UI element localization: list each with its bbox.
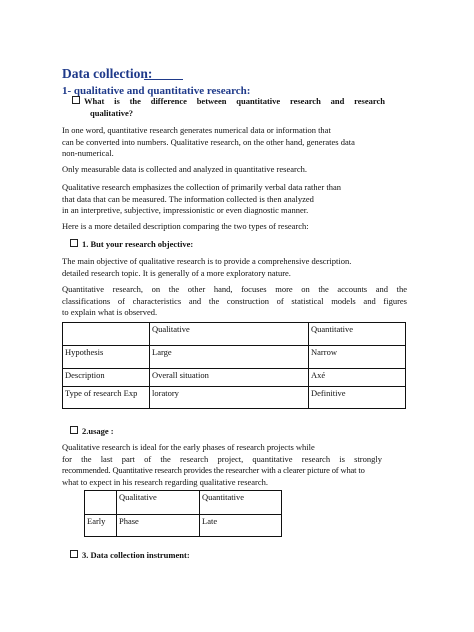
question-line-1 (72, 96, 385, 108)
checkbox-bullet-icon (70, 426, 78, 434)
table-cell: Definitive (309, 387, 406, 409)
table-cell: Overall situation (150, 369, 309, 387)
text-line: The main objective of qualitative research is to provide a comprehensive description. (62, 256, 352, 266)
text-line: Qualitative research emphasizes the collection of primarily verbal data rather than (62, 182, 341, 192)
table-header-row (63, 323, 406, 346)
text-line: Qualitative research is ideal for the early phases of research projects while (62, 442, 315, 452)
text-line: In one word, quantitative research generates numerical data or information that (62, 125, 331, 135)
text-line: non-numerical. (62, 148, 114, 158)
text-line: that data that can be measured. The information collected is then analyzed (62, 193, 314, 204)
text-line: recommended. Quantitative research provides the researcher with a clearer picture of what to (62, 465, 365, 475)
table-header-cell: Quantitative (200, 491, 282, 515)
question-word: between (196, 96, 227, 106)
text-line: detailed research topic. It is generally of a more exploratory nature. (62, 267, 291, 278)
question-word: the (129, 96, 141, 106)
table-header-cell: Qualitative (150, 323, 309, 346)
table-header-cell (85, 491, 117, 515)
table-cell: loratory (150, 387, 309, 409)
section-objective-heading: 1. But your research objective: (70, 239, 193, 249)
paragraph-comparison-intro: Here is a more detailed description comparing the two types of research: (62, 221, 309, 231)
paragraph-quantitative-definition (62, 125, 407, 160)
table-row (63, 387, 406, 409)
paragraph-measurable: Only measurable data is collected and analyzed in quantitative research. (62, 164, 307, 174)
comparison-table (62, 322, 406, 409)
question-word: research (289, 96, 321, 106)
title-underline (144, 79, 183, 80)
table-cell: Phase (117, 515, 200, 537)
question-word: What (72, 96, 104, 108)
table-cell: Large (150, 346, 309, 369)
paragraph-qualitative-definition (62, 182, 407, 217)
question-word: is (114, 96, 120, 106)
table-cell: Description (63, 369, 150, 387)
table-header-row (85, 491, 282, 515)
checkbox-bullet-icon (72, 96, 80, 104)
checkbox-bullet-icon (70, 239, 78, 247)
paragraph-qualitative-objective (62, 256, 407, 279)
text-line: to explain what is observed. (62, 307, 158, 317)
section-usage-heading: 2.usage : (70, 426, 114, 436)
text-line: can be converted into numbers. Qualitative research, on the other hand, generates data (62, 136, 355, 147)
question-word: quantitative (236, 96, 281, 106)
text-line: in an interpretive, subjective, impressionistic or even diagnostic manner. (62, 205, 309, 215)
question-bullet (72, 96, 407, 119)
table-header-cell: Qualitative (117, 491, 200, 515)
table-cell: Type of research Exp (63, 387, 150, 409)
section-instrument-heading: 3. Data collection instrument: (70, 550, 190, 560)
checkbox-bullet-icon (70, 550, 78, 558)
question-line-2: qualitative? (90, 107, 133, 118)
page-title: Data collection: (62, 66, 153, 81)
table-header-cell: Quantitative (309, 323, 406, 346)
paragraph-quantitative-objective (62, 284, 407, 319)
table-cell: Axé (309, 369, 406, 387)
table-cell: Late (200, 515, 282, 537)
section-subtitle: 1- qualitative and quantitative research: (62, 85, 251, 97)
table-cell: Hypothesis (63, 346, 150, 369)
question-word: and (330, 96, 345, 106)
table-row (63, 369, 406, 387)
paragraph-usage (62, 442, 414, 488)
text-line: for the last part of the research project, quantitative research is strongly (62, 453, 382, 464)
text-line: what to expect in his research regarding qualitative research. (62, 476, 269, 487)
table-row (85, 515, 282, 537)
table-cell: Narrow (309, 346, 406, 369)
question-word: difference (150, 96, 187, 106)
text-line: classifications of characteristics and the construction of statistical models and figures (62, 295, 407, 306)
table-row (63, 346, 406, 369)
usage-table (84, 490, 282, 537)
table-header-cell (63, 323, 150, 346)
table-cell: Early (85, 515, 117, 537)
question-word: research (354, 96, 385, 106)
text-line: Quantitative research, on the other hand, focuses more on the accounts and the (62, 284, 407, 294)
